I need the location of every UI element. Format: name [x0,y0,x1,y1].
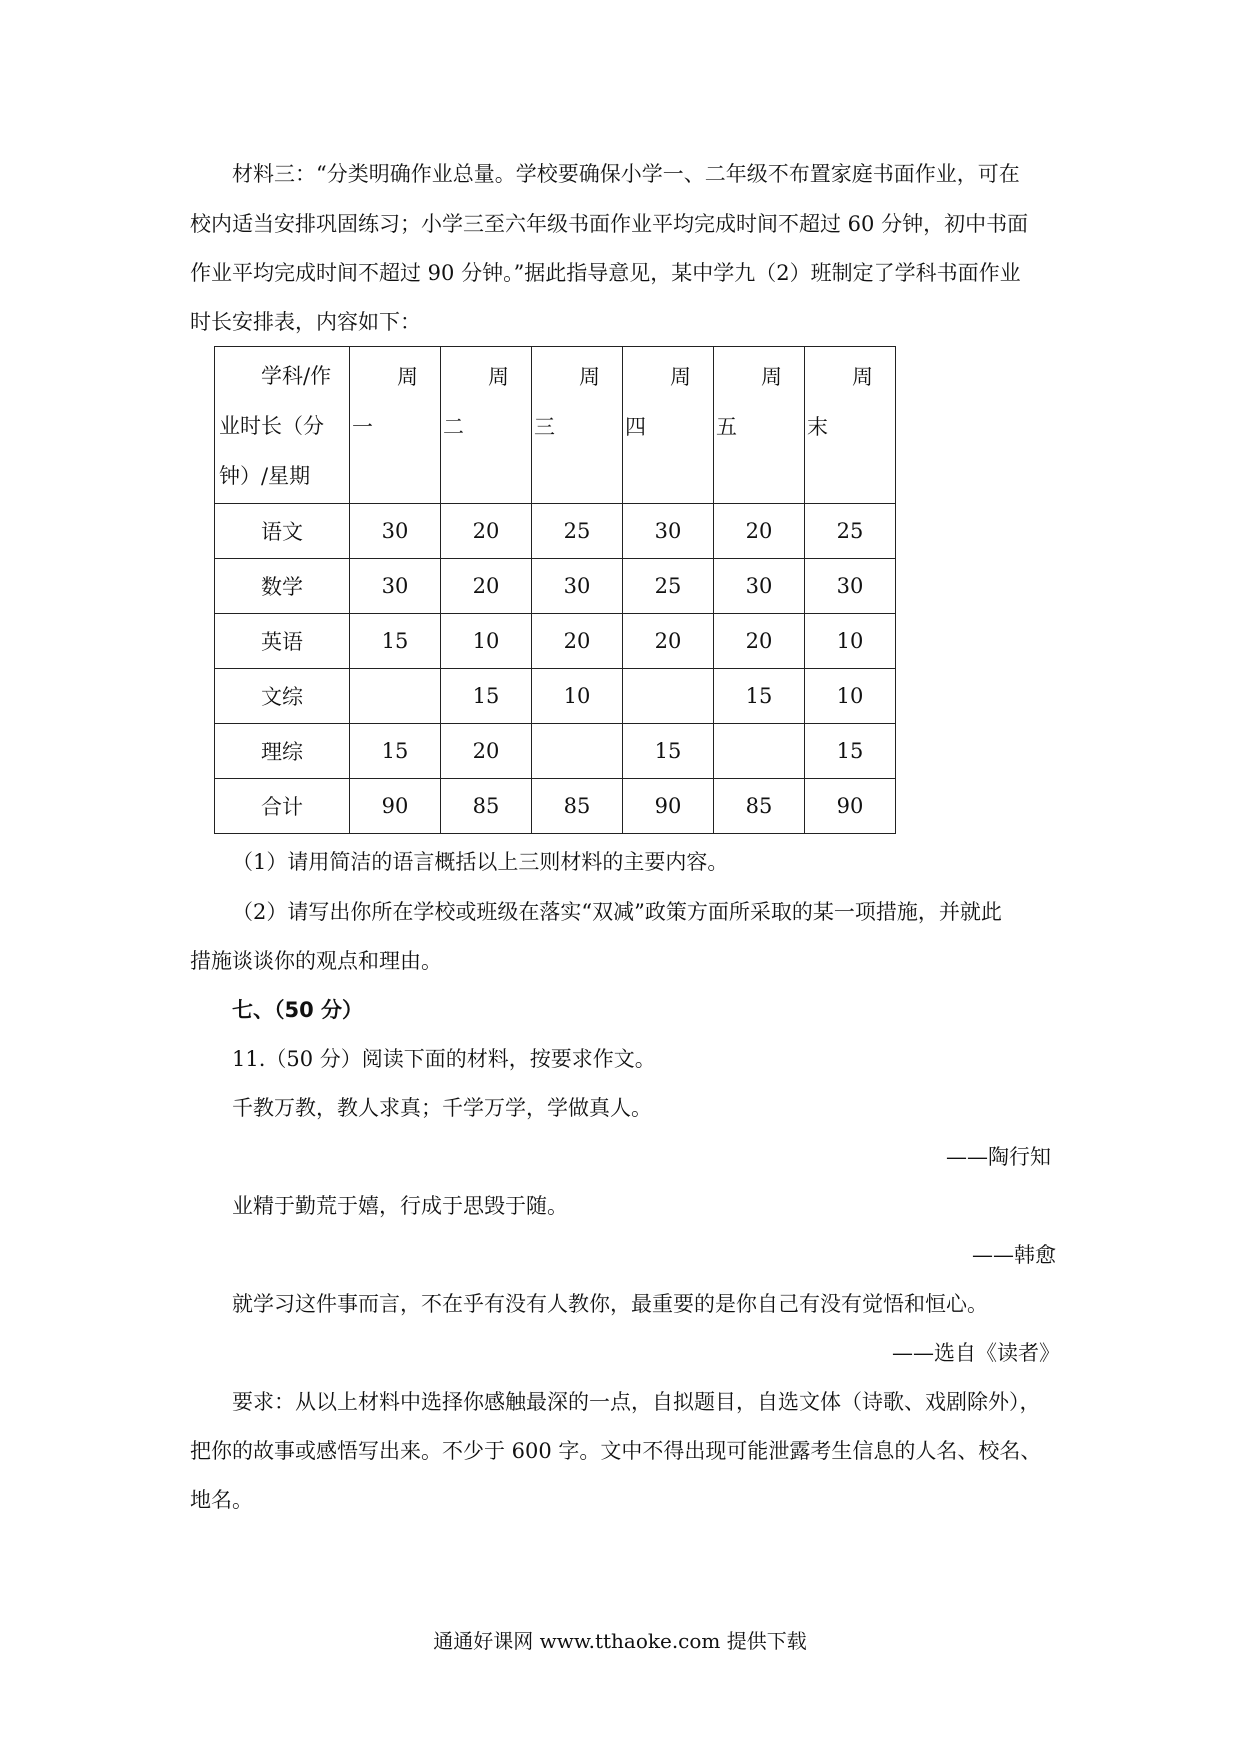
value-cell: 20 [714,614,805,669]
value-cell: 15 [350,724,441,779]
value-cell: 20 [441,559,532,614]
subject-cell: 语文 [215,504,350,559]
header-corner-line2: 业时长（分 [219,414,324,438]
quote-2: 业精于勤荒于嬉，行成于思毁于随。 [232,1194,568,1218]
question-1: （1）请用简洁的语言概括以上三则材料的主要内容。 [232,850,729,874]
value-cell: 25 [623,559,714,614]
material3-line2: 校内适当安排巩固练习；小学三至六年级书面作业平均完成时间不超过 60 分钟，初中书面 [190,212,1029,236]
table-row [215,669,896,724]
value-cell: 10 [532,669,623,724]
requirement-line1: 要求：从以上材料中选择你感触最深的一点，自拟题目，自选文体（诗歌、戏剧除外）， [232,1390,1041,1414]
value-cell: 90 [350,779,441,834]
table-row [215,614,896,669]
material3-line4: 时长安排表，内容如下： [190,310,421,334]
quote-2-source: ——韩愈 [972,1243,1056,1267]
value-cell: 15 [441,669,532,724]
table-row [215,779,896,834]
quote-3-source: ——选自《读者》 [892,1341,1060,1365]
value-cell: 90 [623,779,714,834]
value-cell: 15 [623,724,714,779]
value-cell [350,669,441,724]
quote-1: 千教万教，教人求真；千学万学，学做真人。 [232,1096,652,1120]
value-cell: 30 [805,559,896,614]
value-cell: 15 [714,669,805,724]
value-cell: 15 [350,614,441,669]
header-day-fri: 周 五 [714,347,805,504]
header-day-wed: 周 三 [532,347,623,504]
header-corner-line1: 学科/作 [261,364,332,388]
quote-3: 就学习这件事而言，不在乎有没有人教你，最重要的是你自己有没有觉悟和恒心。 [232,1292,988,1316]
value-cell: 25 [532,504,623,559]
header-day-weekend: 周 末 [805,347,896,504]
value-cell: 85 [532,779,623,834]
value-cell: 90 [805,779,896,834]
value-cell: 30 [714,559,805,614]
table-row [215,724,896,779]
value-cell [714,724,805,779]
value-cell: 20 [532,614,623,669]
value-cell: 85 [714,779,805,834]
material3-line1: 材料三：“分类明确作业总量。学校要确保小学一、二年级不布置家庭书面作业，可在 [232,162,1020,186]
value-cell: 30 [532,559,623,614]
homework-schedule-table [214,346,896,834]
section-heading: 七、（50 分） [232,998,364,1022]
subject-cell: 数学 [215,559,350,614]
requirement-line2: 把你的故事或感悟写出来。不少于 600 字。文中不得出现可能泄露考生信息的人名、校名、 [190,1439,1042,1463]
value-cell [623,669,714,724]
value-cell: 20 [441,724,532,779]
question-2-line2: 措施谈谈你的观点和理由。 [190,949,442,973]
value-cell: 10 [805,614,896,669]
value-cell: 30 [350,504,441,559]
header-corner-line3: 钟）/星期 [219,464,311,488]
page-footer: 通通好课网 www.tthaoke.com 提供下载 [433,1629,807,1653]
value-cell: 85 [441,779,532,834]
value-cell: 10 [805,669,896,724]
quote-1-source: ——陶行知 [946,1145,1051,1169]
material3-line3: 作业平均完成时间不超过 90 分钟。”据此指导意见，某中学九（2）班制定了学科书面作业 [190,261,1021,285]
value-cell: 20 [441,504,532,559]
header-day-mon: 周 一 [350,347,441,504]
table-header-row [215,347,896,504]
value-cell: 10 [441,614,532,669]
header-day-tue: 周 二 [441,347,532,504]
value-cell: 20 [714,504,805,559]
value-cell [532,724,623,779]
question-2-line1: （2）请写出你所在学校或班级在落实“双减”政策方面所采取的某一项措施，并就此 [232,900,1002,924]
table-header-corner [215,347,350,504]
subject-cell: 文综 [215,669,350,724]
requirement-line3: 地名。 [190,1488,253,1512]
value-cell: 15 [805,724,896,779]
value-cell: 25 [805,504,896,559]
value-cell: 30 [350,559,441,614]
table-row [215,504,896,559]
essay-prompt: 11.（50 分）阅读下面的材料，按要求作文。 [232,1047,656,1071]
subject-cell: 理综 [215,724,350,779]
header-day-thu: 周 四 [623,347,714,504]
table-row [215,559,896,614]
value-cell: 20 [623,614,714,669]
subject-cell: 英语 [215,614,350,669]
value-cell: 30 [623,504,714,559]
subject-cell: 合计 [215,779,350,834]
